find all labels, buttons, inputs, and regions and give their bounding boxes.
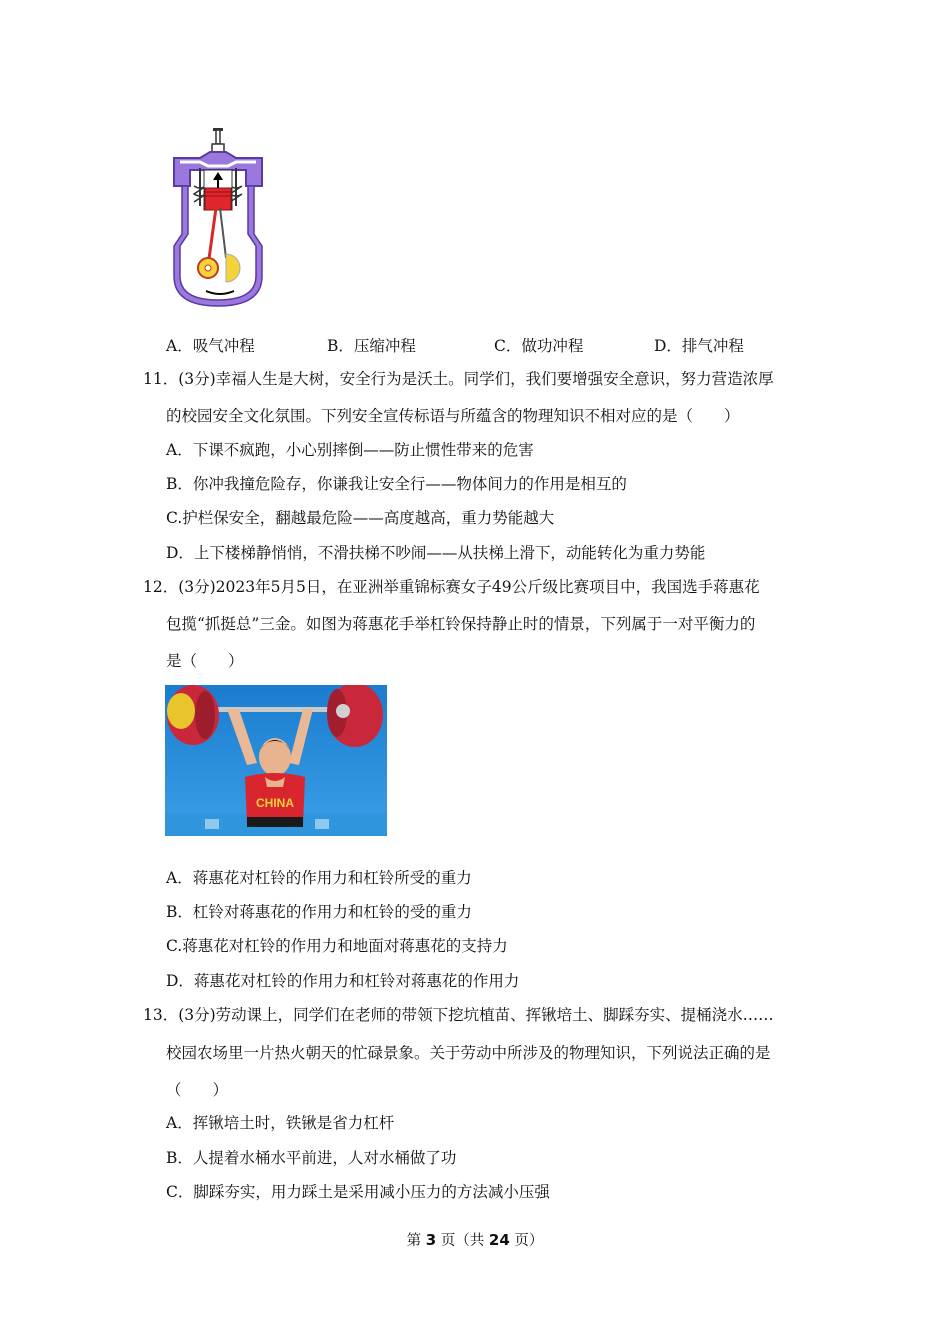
engine-stroke-figure	[170, 126, 266, 310]
q10-option-b[interactable]: B．压缩冲程	[327, 337, 416, 355]
q11-option-b[interactable]: B．你冲我撞危险存，你谦我让安全行——物体间力的作用是相互的	[166, 475, 627, 493]
footer-page-number: 3	[425, 1231, 437, 1249]
q13-stem-line3: （ ）	[166, 1081, 229, 1099]
q13-option-c[interactable]: C．脚踩夯实，用力踩土是采用减小压力的方法减小压强	[166, 1183, 550, 1201]
q12-option-d[interactable]: D．蒋惠花对杠铃的作用力和杠铃对蒋惠花的作用力	[166, 972, 520, 990]
q13-option-b[interactable]: B．人提着水桶水平前进，人对水桶做了功	[166, 1149, 457, 1167]
q11-option-d[interactable]: D．上下楼梯静悄悄，不滑扶梯不吵闹——从扶梯上滑下，动能转化为重力势能	[166, 544, 706, 562]
q11-stem-line1: 11．(3分)幸福人生是大树，安全行为是沃土。同学们，我们要增强安全意识，努力营造浓厚	[143, 370, 774, 388]
q10-option-a[interactable]: A．吸气冲程	[166, 337, 255, 355]
jersey-text: CHINA	[256, 796, 294, 810]
q10-option-d[interactable]: D．排气冲程	[654, 337, 744, 355]
q12-option-a[interactable]: A．蒋惠花对杠铃的作用力和杠铃所受的重力	[166, 869, 472, 887]
q13-stem-line1: 13．(3分)劳动课上，同学们在老师的带领下挖坑植苗、挥锹培土、脚踩夯实、提桶浇水……	[143, 1006, 774, 1024]
q12-stem-line2: 包揽“抓挺总”三金。如图为蒋惠花手举杠铃保持静止时的情景，下列属于一对平衡力的	[166, 615, 756, 633]
q11-option-a[interactable]: A．下课不疯跑，小心别摔倒——防止惯性带来的危害	[166, 441, 534, 459]
page-footer	[0, 1229, 950, 1250]
q10-option-c[interactable]: C．做功冲程	[494, 337, 584, 355]
footer-suffix: 页）	[514, 1233, 544, 1249]
footer-total-pages: 24	[488, 1231, 510, 1249]
q13-option-a[interactable]: A．挥锹培土时，铁锹是省力杠杆	[166, 1114, 395, 1132]
footer-middle: 页（共	[440, 1233, 485, 1249]
q11-stem-line2: 的校园安全文化氛围。下列安全宣传标语与所蕴含的物理知识不相对应的是（ ）	[166, 407, 740, 425]
q12-stem-line1: 12．(3分)2023年5月5日，在亚洲举重锦标赛女子49公斤级比赛项目中，我国选手蒋惠花	[143, 578, 760, 596]
q12-stem-line3: 是（ ）	[166, 652, 244, 670]
q12-option-c[interactable]: C.蒋惠花对杠铃的作用力和地面对蒋惠花的支持力	[166, 937, 508, 955]
footer-prefix: 第	[406, 1233, 422, 1249]
q11-option-c[interactable]: C.护栏保安全，翻越最危险——高度越高，重力势能越大	[166, 509, 555, 527]
weightlifter-photo	[165, 685, 387, 836]
q12-option-b[interactable]: B．杠铃对蒋惠花的作用力和杠铃的受的重力	[166, 903, 472, 921]
q13-stem-line2: 校园农场里一片热火朝天的忙碌景象。关于劳动中所涉及的物理知识，下列说法正确的是	[166, 1044, 771, 1062]
